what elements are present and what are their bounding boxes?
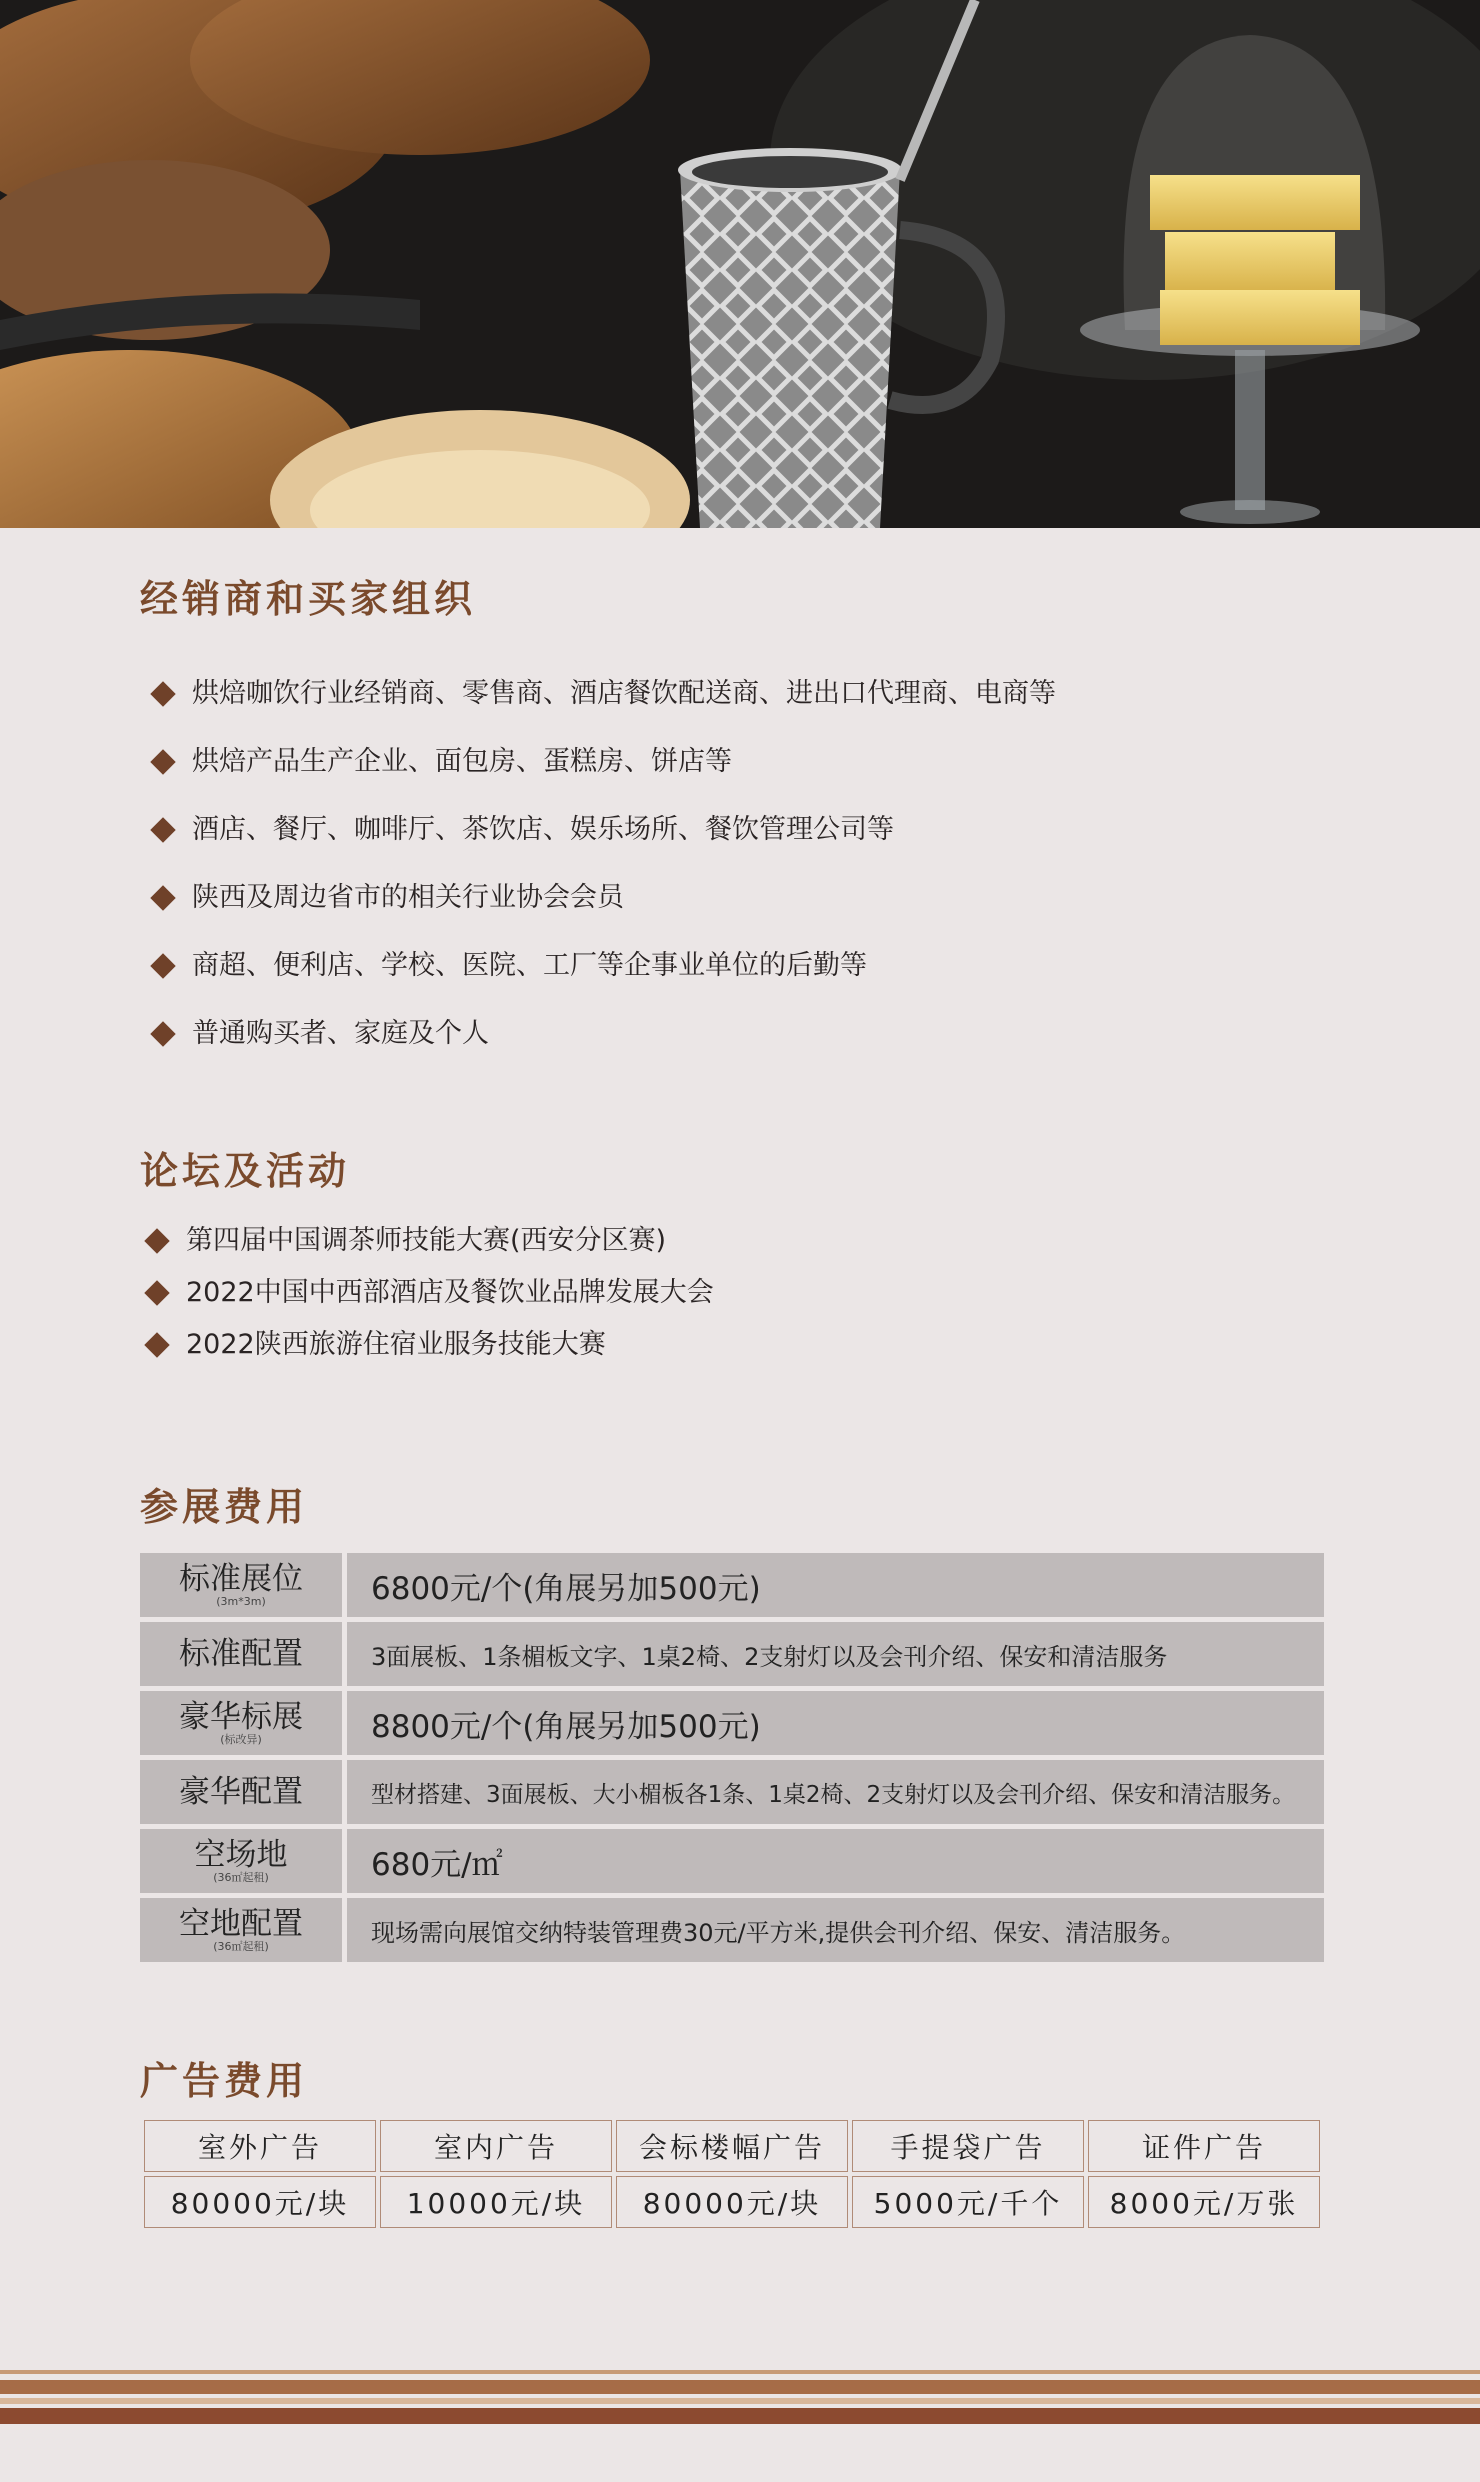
fee-row-raw-space <box>140 1829 1324 1893</box>
ad-fee-table <box>140 2116 1324 2232</box>
ad-value-cell: 10000元/块 <box>380 2176 612 2228</box>
fee-value-cell: 8800元/个(角展另加500元) <box>347 1691 1324 1755</box>
ad-value-cell: 80000元/块 <box>144 2176 376 2228</box>
list-item: 陕西及周边省市的相关行业协会会员 <box>148 864 1056 932</box>
footer-stripe <box>0 2398 1480 2404</box>
fee-value-cell: 现场需向展馆交纳特装管理费30元/平方米,提供会刊介绍、保安、清洁服务。 <box>347 1898 1324 1962</box>
ad-value-cell: 8000元/万张 <box>1088 2176 1320 2228</box>
fee-row-standard-config <box>140 1622 1324 1686</box>
list-item: 2022中国中西部酒店及餐饮业品牌发展大会 <box>142 1267 714 1319</box>
footer-stripe <box>0 2408 1480 2424</box>
ad-header-cell: 室外广告 <box>144 2120 376 2172</box>
diamond-bullet-icon <box>144 1228 169 1253</box>
fee-row-deluxe-booth <box>140 1691 1324 1755</box>
fee-label-cell: 标准配置 <box>140 1622 342 1686</box>
buyers-list <box>148 660 1056 1068</box>
section-title-exhibition-fees: 参展费用 <box>140 1485 309 1529</box>
list-item: 第四届中国调茶师技能大赛(西安分区赛) <box>142 1215 714 1267</box>
fee-label-cell: 豪华标展 (标改异) <box>140 1691 342 1755</box>
section-title-ad-fees: 广告费用 <box>140 2059 309 2103</box>
diamond-bullet-icon <box>150 817 175 842</box>
fee-value-cell: 3面展板、1条楣板文字、1桌2椅、2支射灯以及会刊介绍、保安和清洁服务 <box>347 1622 1324 1686</box>
fee-row-standard-booth <box>140 1553 1324 1617</box>
fee-label-cell: 空场地 (36㎡起租) <box>140 1829 342 1893</box>
footer-stripe <box>0 2380 1480 2394</box>
ad-value-cell: 5000元/千个 <box>852 2176 1084 2228</box>
section-title-buyers: 经销商和买家组织 <box>140 577 477 621</box>
forums-list <box>142 1215 714 1371</box>
ad-header-cell: 会标楼幅广告 <box>616 2120 848 2172</box>
hero-image <box>0 0 1480 528</box>
list-item: 烘焙咖饮行业经销商、零售商、酒店餐饮配送商、进出口代理商、电商等 <box>148 660 1056 728</box>
bakery-photo-icon <box>0 0 1480 528</box>
fee-label-cell: 空地配置 (36㎡起租) <box>140 1898 342 1962</box>
diamond-bullet-icon <box>144 1332 169 1357</box>
fee-value-cell: 型材搭建、3面展板、大小楣板各1条、1桌2椅、2支射灯以及会刊介绍、保安和清洁服务。 <box>347 1760 1324 1824</box>
diamond-bullet-icon <box>144 1280 169 1305</box>
ad-header-cell: 证件广告 <box>1088 2120 1320 2172</box>
ad-value-cell: 80000元/块 <box>616 2176 848 2228</box>
diamond-bullet-icon <box>150 953 175 978</box>
ad-header-cell: 手提袋广告 <box>852 2120 1084 2172</box>
list-item: 烘焙产品生产企业、面包房、蛋糕房、饼店等 <box>148 728 1056 796</box>
fee-value-cell: 6800元/个(角展另加500元) <box>347 1553 1324 1617</box>
list-item: 商超、便利店、学校、医院、工厂等企事业单位的后勤等 <box>148 932 1056 1000</box>
exhibition-fee-table <box>140 1553 1324 1967</box>
fee-label-cell: 豪华配置 <box>140 1760 342 1824</box>
list-item: 普通购买者、家庭及个人 <box>148 1000 1056 1068</box>
table-row <box>144 2176 1320 2228</box>
fee-label-cell: 标准展位 (3m*3m) <box>140 1553 342 1617</box>
footer-stripe <box>0 2370 1480 2374</box>
diamond-bullet-icon <box>150 681 175 706</box>
fee-row-raw-space-config <box>140 1898 1324 1962</box>
diamond-bullet-icon <box>150 885 175 910</box>
diamond-bullet-icon <box>150 749 175 774</box>
table-row <box>144 2120 1320 2172</box>
fee-row-deluxe-config <box>140 1760 1324 1824</box>
list-item: 酒店、餐厅、咖啡厅、茶饮店、娱乐场所、餐饮管理公司等 <box>148 796 1056 864</box>
ad-header-cell: 室内广告 <box>380 2120 612 2172</box>
fee-value-cell: 680元/㎡ <box>347 1829 1324 1893</box>
list-item: 2022陕西旅游住宿业服务技能大赛 <box>142 1319 714 1371</box>
section-title-forums: 论坛及活动 <box>140 1149 351 1193</box>
diamond-bullet-icon <box>150 1021 175 1046</box>
